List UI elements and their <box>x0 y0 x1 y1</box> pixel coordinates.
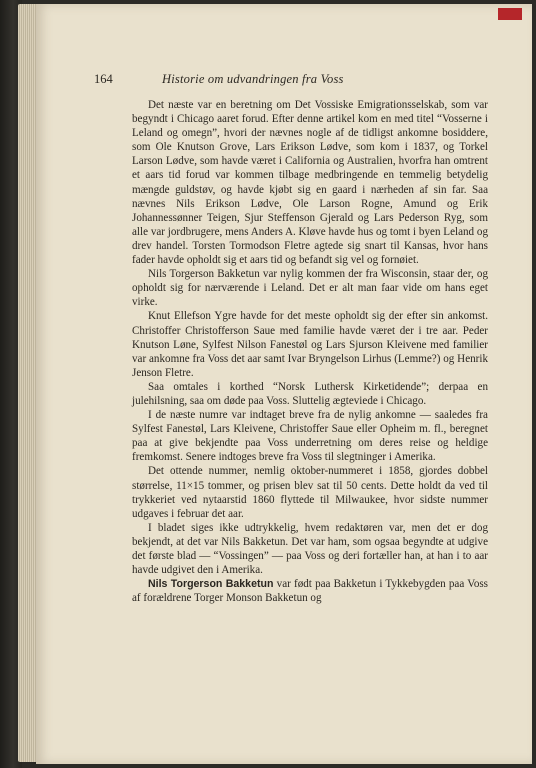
paragraph-5: I de næste numre var indtaget breve fra de nylig ankomne — saaledes fra Sylfest Fanestøl, Lars Kleivene, Christoffer Saue eller Opheim m. fl., beregnet paa at give bekjendte paa Voss underretning om deres reise og heldige fremkomst. Senere indtoges breve fra Voss til slegtninger i Amerika. <box>132 409 488 464</box>
paragraph-6: Det ottende nummer, nemlig oktober-nummeret i 1858, gjordes dobbel størrelse, 11×15 tommer, og prisen blev sat til 50 cents. Dette holdt da ved til trykkeriet ved nytaarstid 1860 flyttede til Milwaukee, hvor sidste nummer udgaves i februar det aar. <box>132 465 488 520</box>
paragraph-8 <box>132 577 488 605</box>
bold-name: Nils Torgerson Bakketun <box>148 578 274 591</box>
paragraph-2: Nils Torgerson Bakketun var nylig kommen der fra Wisconsin, staar der, og opholdt sig for nærværende i Leland. Det er alt man faar vide om hans eget virke. <box>132 268 488 309</box>
running-title: Historie om udvandringen fra Voss <box>162 72 344 86</box>
page-number: 164 <box>94 72 113 86</box>
paragraph-7: I bladet siges ikke udtrykkelig, hvem redaktøren var, men det er dog bekjendt, at det var Nils Bakketun. Det var ham, som ogsaa begyndte at udgive det første blad — “Vossingen” — paa Voss og deri fortæller han, at han i to aar havde udgivet den i Amerika. <box>132 521 488 577</box>
paragraph-3: Knut Ellefson Ygre havde for det meste opholdt sig der efter sin ankomst. Christoffer Christofferson Saue med familie havde været der i tre aar. Peder Knutson Løne, Sylfest Nilson Fanestøl og Lars Sjurson Kleivene med familier var ankomne fra Voss det aar samt Ivar Bryngelson Lirhus (Lemme?) og Henrik Jenson Fletre. <box>132 310 488 379</box>
paragraph-1: Det næste var en beretning om Det Vossiske Emigrationsselskab, som var begyndt i Chicago aaret forud. Efter denne artikel kom en med titel “Vosserne i Leland og omegn”, hvori der nævnes nogle af de tidligst ankomne bosiddere, som Ole Knutson Grove, Lars Erikson Lødve, som kom i 1837, og Torkel Larson Lødve, som havde været i California og Australien, hvorfra han omtrent et aars tid forud var kommen tilbage medbringende en temmelig betydelig mængde guldstøv, og havde kjøbt sig en gaard i nærheden af sin far. Saa nævnes Nils Erikson Lødve, Ole Larson Rogne, Amund og Erik Johannessønner Teigen, Sjur Steffenson Gjerald og Lars Pederson Ryg, som alle var jordbrugere, mens Anders A. Kløve havde hus og tomt i byen Leland og drev handel. Torsten Tormodson Fletre agtede sig snart til Kansas, hvor hans fader havde opholdt sig et aars tid og befandt sig vel og fornøiet. <box>132 99 488 267</box>
page-header <box>94 72 484 90</box>
paragraph-4: Saa omtales i korthed “Norsk Luthersk Kirketidende”; derpaa en julehilsning, saa om døde paa Voss. Sluttelig ægteviede i Chicago. <box>132 380 488 407</box>
body-text <box>132 98 488 605</box>
red-corner-tab <box>498 8 522 20</box>
paragraph-8-text: var født paa Bakketun i Tykkebygden paa Voss af forældrene Torger Monson Bakketun og <box>132 578 489 605</box>
